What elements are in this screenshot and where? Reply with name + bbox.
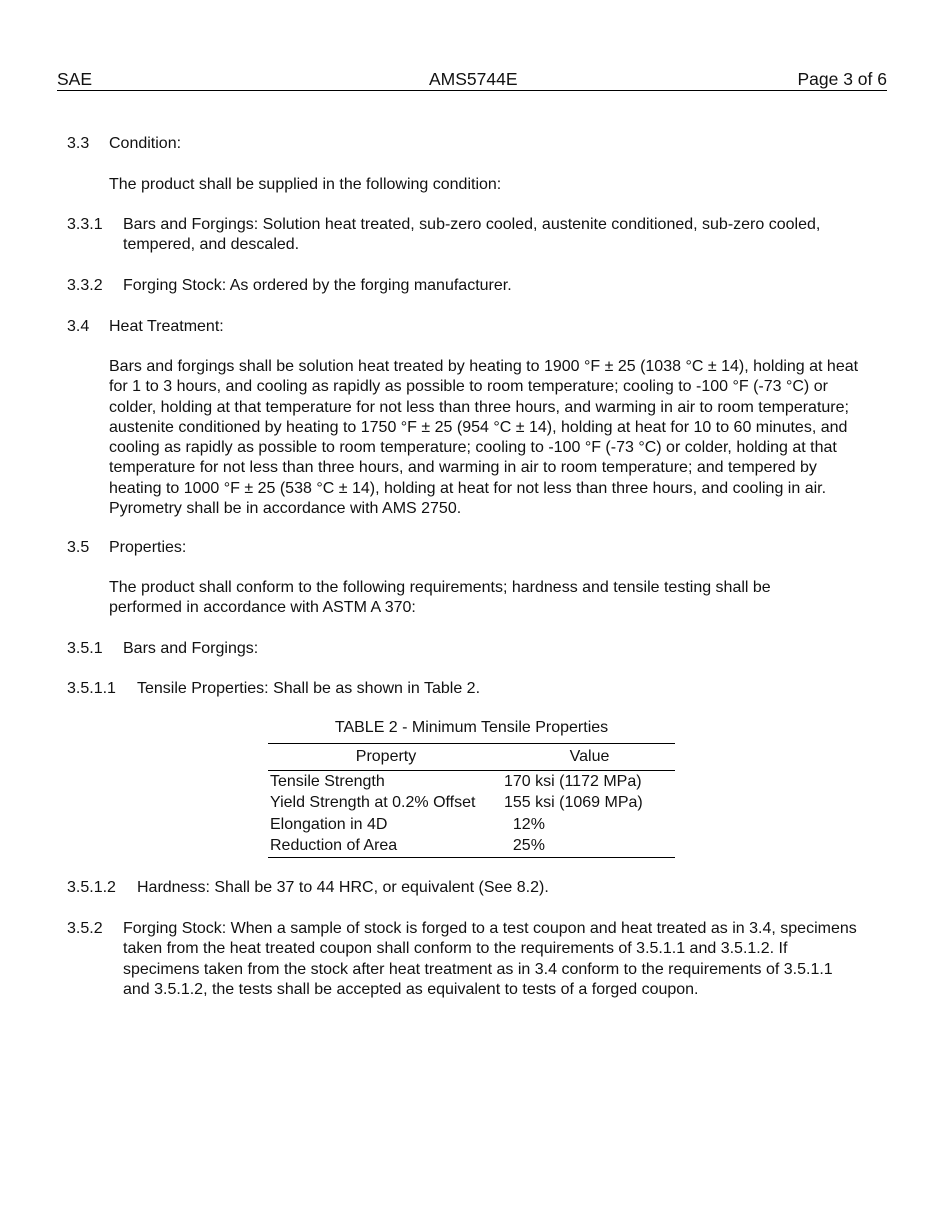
section-3-5-1-2-number: 3.5.1.2 [67, 879, 116, 896]
section-3-3-number: 3.3 [67, 135, 90, 152]
table-cell-property: Elongation in 4D [270, 815, 388, 833]
section-3-5-1-2-text: Hardness: Shall be 37 to 44 HRC, or equivalent (See 8.2). [137, 879, 549, 896]
section-3-3-body: The product shall be supplied in the following condition: [109, 176, 502, 193]
section-3-3-2-number: 3.3.2 [67, 277, 103, 294]
table-cell-property: Yield Strength at 0.2% Offset [270, 794, 476, 812]
section-3-3-1-text: Bars and Forgings: Solution heat treated, sub-zero cooled, austenite conditioned, sub-zero cooled, tempered, and descaled. [123, 216, 821, 254]
table-row [268, 836, 675, 858]
table-header-row [268, 744, 675, 771]
page-header [57, 68, 887, 91]
section-3-5-body: The product shall conform to the following requirements; hardness and tensile testing shall be performed in accordance with ASTM A 370: [109, 579, 771, 617]
table-row [268, 814, 675, 836]
section-3-4-number: 3.4 [67, 318, 90, 335]
table-cell-value: 155 ksi (1069 MPa) [504, 794, 643, 812]
section-3-5-1-text: Bars and Forgings: [123, 640, 259, 657]
section-3-5-1-1-number: 3.5.1.1 [67, 680, 116, 697]
section-3-3-1-number: 3.3.1 [67, 216, 103, 233]
table-row [268, 771, 675, 793]
section-3-4-title: Heat Treatment: [109, 318, 224, 335]
header-page-number: Page 3 of 6 [797, 69, 887, 89]
table-cell-value: 170 ksi (1172 MPa) [504, 772, 642, 790]
header-org: SAE [57, 69, 93, 89]
table-header-property: Property [268, 744, 504, 771]
section-3-5-number: 3.5 [67, 539, 90, 556]
header-doc-id: AMS5744E [429, 69, 518, 89]
table-2 [268, 743, 675, 858]
table-cell-property: Reduction of Area [270, 837, 398, 855]
table-cell-value: 12% [504, 815, 545, 833]
section-3-4-body: Bars and forgings shall be solution heat treated by heating to 1900 °F ± 25 (1038 °C ± 14), holding at heat for 1 to 3 hours, and cooling as rapidly as possible to room temperature; cooling to -100 °F (-73 °C) or colder, holding at that temperature for not less than three hours, and warming in air to room temperature; austenite conditioned by heating to 1750 °F ± 25 (954 °C ± 14), holding at heat for 10 to 60 minutes, and cooling as rapidly as possible to room temperature; cooling to -100 °F (-73 °C) or colder, holding at that temperature for not less than three hours, and warming in air to room temperature; and tempered by heating to 1000 °F ± 25 (538 °C ± 14), holding at heat for not less than three hours, and cooling in air. Pyrometry shall be in accordance with AMS 2750. [109, 358, 859, 518]
section-3-5-1-number: 3.5.1 [67, 640, 103, 657]
section-3-5-1-1-text: Tensile Properties: Shall be as shown in Table 2. [137, 680, 481, 697]
section-3-5-2-text: Forging Stock: When a sample of stock is forged to a test coupon and heat treated as in 3.4, specimens taken from the heat treated coupon shall conform to the requirements of 3.5.1.1 and 3.5.1.2. If specimens taken from the stock after heat treatment as in 3.4 conform to the requirements of 3.5.1.1 and 3.5.1.2, the tests shall be accepted as equivalent to tests of a forged coupon. [123, 920, 857, 998]
section-3-5-2-number: 3.5.2 [67, 920, 103, 937]
table-cell-property: Tensile Strength [270, 772, 385, 790]
section-3-3-2-text: Forging Stock: As ordered by the forging manufacturer. [123, 277, 512, 294]
section-3-5-title: Properties: [109, 539, 187, 556]
table-2-caption: TABLE 2 - Minimum Tensile Properties [334, 719, 609, 736]
table-row [268, 793, 675, 815]
section-3-3-title: Condition: [109, 135, 182, 152]
table-cell-value: 25% [504, 837, 545, 855]
table-header-value: Value [504, 744, 675, 771]
